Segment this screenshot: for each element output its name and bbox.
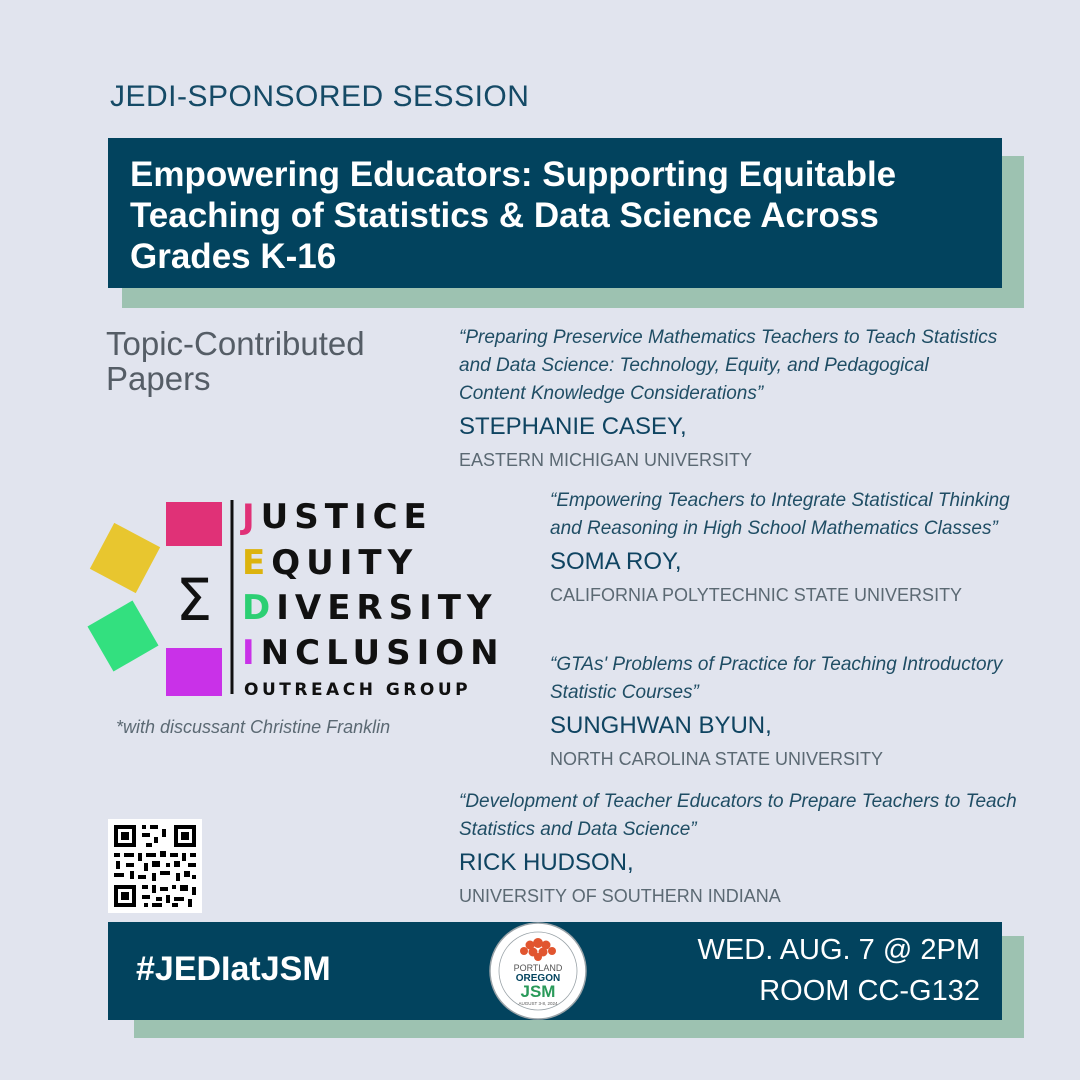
paper-item: [459, 788, 1019, 907]
paper-affiliation: EASTERN MICHIGAN UNIVERSITY: [459, 450, 753, 470]
paper-affiliation: CALIFORNIA POLYTECHNIC STATE UNIVERSITY: [550, 585, 963, 605]
paper-author: SOMA ROY,: [550, 548, 682, 575]
jedi-logo: [84, 492, 528, 702]
logo-square-green: [87, 600, 158, 671]
paper-title: “Preparing Preservice Mathematics Teachers to Teach Statistics and Data Science: Technology, Equity, and Pedagogical Content Knowledge Considerations”: [459, 327, 998, 404]
logo-square-magenta: [166, 502, 222, 546]
paper-item: [550, 651, 1010, 770]
logo-initial-d: D: [242, 588, 277, 628]
seal-dates: AUGUST 3-8, 2024: [518, 1001, 558, 1006]
logo-word-justice: JUSTICE: [242, 497, 433, 537]
session-date-time: WED. AUG. 7 @ 2PM: [697, 934, 980, 966]
paper-title: “GTAs' Problems of Practice for Teaching Introductory Statistic Courses”: [550, 654, 1003, 703]
paper-title: “Empowering Teachers to Integrate Statistical Thinking and Reasoning in High School Mathematics Classes”: [550, 490, 1010, 539]
paper-item: [459, 324, 999, 471]
paper-author: STEPHANIE CASEY,: [459, 413, 687, 440]
paper-title: “Development of Teacher Educators to Prepare Teachers to Teach Statistics and Data Science”: [459, 791, 1017, 840]
qr-code[interactable]: [108, 819, 202, 913]
logo-word-equity: EQUITY: [242, 543, 419, 583]
topic-label: Topic-Contributed Papers: [106, 325, 365, 397]
sigma-symbol: Σ: [175, 566, 213, 634]
paper-author: RICK HUDSON,: [459, 849, 634, 876]
discussant-note: *with discussant Christine Franklin: [116, 717, 391, 737]
logo-word-diversity: DIVERSITY: [242, 588, 498, 628]
logo-initial-i: I: [242, 633, 261, 673]
seal-jsm: JSM: [520, 982, 556, 1001]
logo-square-yellow: [90, 523, 160, 593]
seal-city: PORTLAND: [513, 963, 563, 973]
logo-tagline: OUTREACH GROUP: [244, 680, 472, 700]
hashtag: #JEDIatJSM: [136, 950, 331, 988]
paper-item: [550, 487, 1010, 606]
seal-state: OREGON: [515, 973, 561, 984]
session-eyebrow: JEDI-SPONSORED SESSION: [110, 80, 530, 113]
paper-author: SUNGHWAN BYUN,: [550, 712, 772, 739]
session-room: ROOM CC-G132: [759, 975, 980, 1007]
logo-square-purple: [166, 648, 222, 696]
logo-word-inclusion: INCLUSION: [242, 633, 505, 673]
logo-initial-j: J: [242, 497, 261, 537]
logo-initial-e: E: [242, 543, 272, 583]
jsm-seal: [488, 921, 588, 1021]
paper-affiliation: NORTH CAROLINA STATE UNIVERSITY: [550, 749, 884, 769]
session-when: [698, 930, 980, 1012]
paper-affiliation: UNIVERSITY OF SOUTHERN INDIANA: [459, 886, 781, 906]
session-title: Empowering Educators: Supporting Equitable Teaching of Statistics & Data Science Across Grades K-16: [130, 155, 897, 276]
